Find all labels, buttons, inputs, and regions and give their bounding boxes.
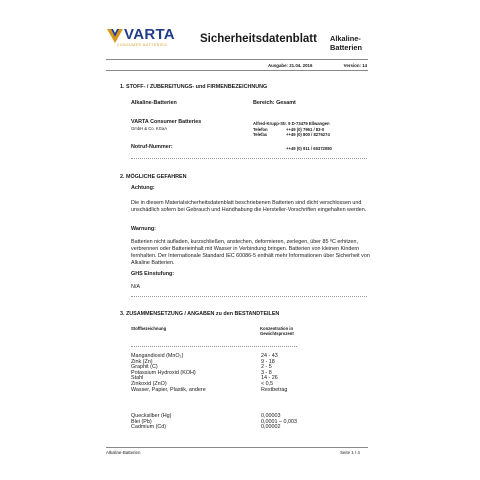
logo-subtitle: CONSUMER BATTERIES [117,43,168,47]
substance-value: 9 - 18 [261,358,275,365]
substance-name: Wasser, Papier, Plastik, andere [131,386,206,393]
substance-value: 2 - 5 [261,364,272,371]
table-row [131,388,331,394]
table-divider [131,346,297,347]
meta-divider [106,70,368,71]
issue-date: Ausgabe: 21.04. 2016 [268,63,313,68]
substance-value: 14 - 26 [261,375,278,382]
ghs-value: N/A [131,284,140,290]
section2-divider [131,296,367,297]
page-number: Seite 1 / 4 [340,450,360,455]
header-divider [106,59,368,60]
document-type [330,34,380,52]
warning-text: Batterien nicht aufladen, kurzschließen, anstechen, deformieren, zerlegen, über 85 ºC erhitzen, verbrennen oder Batterieinhalt mit Wasser in Verbindung bringen. Batterien von kleinen Kindern fernhalten. Der Internationale Standard IEC 60086-5 enthält mehr Informationen über Sicherheit von Alkaline Batterien. [131,239,370,266]
substance-name: Potassium Hydroxid (KOH) [131,369,196,376]
document-type-line1: Alkaline- [330,34,361,43]
attention-text: Die in diesem Materialsicherheitsdatenblatt beschriebenen Batterien sind dicht verschlossen und unschädlich sofern bei Gebrauch und Handhabung die Hersteller-Vorschriften eingehalten werden. [131,200,367,213]
footer-divider [106,447,368,448]
substance-name: Stahl [131,375,144,382]
table-row [131,425,331,431]
substance-name: Mangandioxid (MnO₂) [131,353,184,359]
emergency-number: ++49 (0) 911 / 65372080 [286,146,332,151]
trace-value: 0,00002 [261,424,281,431]
phone-number: ++49 (0) 7961 / 83-0 [286,127,325,132]
footer-left: Alkaline-Batterien [106,450,141,455]
document-type-line2: Batterien [330,43,363,52]
product-name: Alkaline-Batterien [131,100,177,106]
section2-title: 2. MÖGLICHE GEFAHREN [120,174,187,180]
section1-divider [131,158,367,159]
document-title: Sicherheitsdatenblatt [200,33,317,45]
issue-meta [268,63,367,68]
company-legal-form: GmbH & Co. KGaA [131,126,168,131]
trace-value: 0,00003 [261,413,281,419]
column-header-concentration-line2: Gewichtsprozent [260,331,294,337]
trace-name: Quecksilber (Hg) [131,413,172,419]
version: Version: 14 [343,63,368,68]
warning-label: Warnung: [131,226,156,232]
trace-value: 0,0001 – 0,003 [261,418,297,425]
column-header-concentration [260,326,294,337]
emergency-label: Notruf-Nummer: [131,144,173,150]
ghs-label: GHS Einstufung: [131,271,175,277]
substance-name: Zinkoxid (ZnO) [131,380,167,387]
trace-name: Blei (Pb) [131,418,152,425]
column-header-substance: Stoffbezeichnung [131,326,167,331]
fax-number: ++49 (0) 800 / 8276274 [286,132,330,137]
company-address: Alfred-Krupp-Str. 9 D-73479 Ellwangen [253,121,330,126]
section1-title: 1. STOFF- / ZUBEREITUNGS- und FIRMENBEZEICHNUNG [120,84,268,90]
attention-label: Achtung: [131,185,155,191]
trace-name: Cadmium (Cd) [131,424,167,431]
area: Bereich: Gesamt [253,100,296,106]
trace-table [131,414,331,431]
company-name: VARTA Consumer Batteries [131,119,202,125]
substance-value: Restbetrag [261,386,288,393]
substance-name: Graphit (C) [131,364,158,371]
substance-value: < 0,5 [261,380,274,387]
substance-value: 24 - 43 [261,353,278,359]
substance-name: Zink (Zn) [131,358,153,365]
fax-label: Telefax [253,132,268,137]
phone-label: Telefon [253,127,268,132]
column-header-concentration-line1: Konzentration in [260,326,294,331]
composition-table [131,354,331,393]
section3-title: 3. ZUSAMMENSETZUNG / ANGABEN zu den BESTANDTEILEN [120,311,280,317]
substance-value: 3 - 8 [261,369,272,376]
logo-text: VARTA [124,26,175,43]
